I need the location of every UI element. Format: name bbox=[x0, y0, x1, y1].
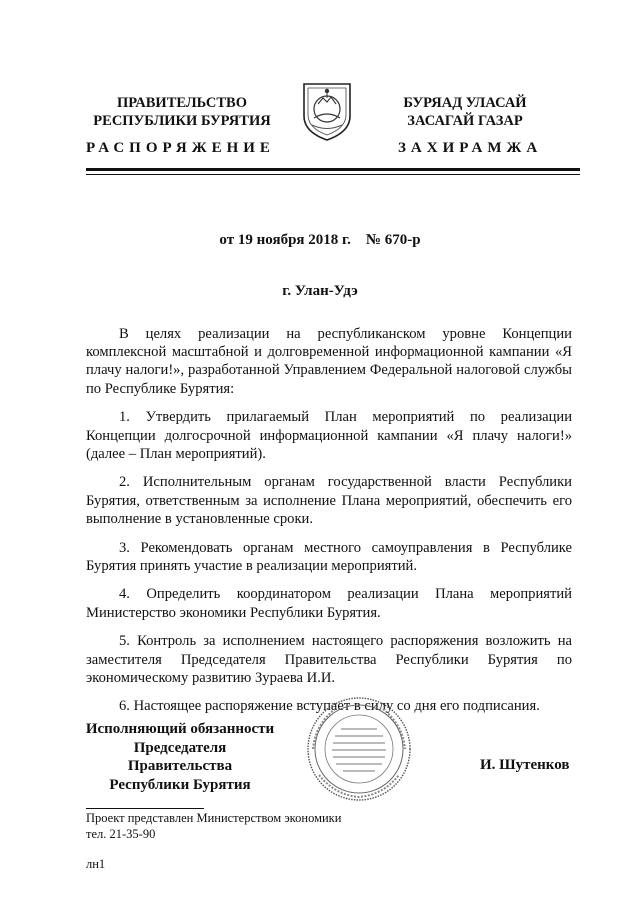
header-divider-thick bbox=[86, 168, 580, 171]
header-left-block bbox=[82, 94, 282, 130]
header-left-line2: РЕСПУБЛИКИ БУРЯТИЯ bbox=[93, 113, 271, 129]
footer-divider bbox=[86, 808, 204, 809]
document-date: от 19 ноября 2018 г. bbox=[219, 232, 351, 248]
body-item-2: 2. Исполнительным органам государственной власти Республики Бурятия, ответственным за исполнение Плана мероприятий, обеспечить его выполнение в установленные сроки. bbox=[86, 474, 572, 527]
header-divider-thin bbox=[86, 174, 580, 175]
document-number: № 670-р bbox=[365, 232, 421, 248]
header-right-line2: ЗАСАГАЙ ГАЗАР bbox=[407, 113, 523, 129]
doc-type-russian: РАСПОРЯЖЕНИЕ bbox=[86, 140, 275, 156]
signatory-title-line3: Республики Бурятия bbox=[109, 776, 251, 793]
document-code: лн1 bbox=[86, 857, 106, 871]
document-body bbox=[86, 325, 572, 726]
body-item-4: 4. Определить координатором реализации Плана мероприятий Министерство экономики Республики Бурятия. bbox=[86, 586, 572, 621]
intro-paragraph: В целях реализации на республиканском уровне Концепции комплексной масштабной и долговременной информационной кампании «Я плачу налоги!», разработанной Управлением Федеральной налоговой службы по Республике Бурятия: bbox=[86, 326, 572, 397]
signatory-title-line2: Председателя Правительства bbox=[127, 739, 233, 774]
project-note: Проект представлен Министерством экономики bbox=[86, 811, 342, 825]
body-item-1: 1. Утвердить прилагаемый План мероприятий по реализации Концепции долгосрочной информационной кампании «Я плачу налоги!» (далее – План мероприятий). bbox=[86, 409, 572, 462]
header-right-line1: БУРЯАД УЛАСАЙ bbox=[403, 95, 527, 111]
header-left-line1: ПРАВИТЕЛЬСТВО bbox=[117, 95, 247, 111]
signatory-title bbox=[80, 720, 280, 794]
official-seal-icon bbox=[305, 695, 413, 803]
contact-phone: тел. 21-35-90 bbox=[86, 827, 156, 841]
body-item-3: 3. Рекомендовать органам местного самоуправления в Республике Бурятия принять участие в реализации мероприятий. bbox=[86, 539, 572, 574]
body-item-6: 6. Настоящее распоряжение вступает в силу со дня его подписания. bbox=[119, 698, 540, 715]
city-name: г. Улан-Удэ bbox=[282, 283, 358, 299]
header-right-block bbox=[385, 94, 545, 130]
signatory-title-line1: Исполняющий обязанности bbox=[85, 721, 275, 737]
footer-block bbox=[86, 810, 341, 872]
signatory-name: И. Шутенков bbox=[480, 757, 570, 773]
doc-type-buryat: ЗАХИРАМЖА bbox=[398, 140, 543, 156]
coat-of-arms-icon bbox=[298, 80, 356, 142]
date-number-line bbox=[0, 232, 640, 249]
body-item-5: 5. Контроль за исполнением настоящего распоряжения возложить на заместителя Председателя Правительства Республики Бурятия по экономическому развитию Зураева И.И. bbox=[86, 633, 572, 686]
